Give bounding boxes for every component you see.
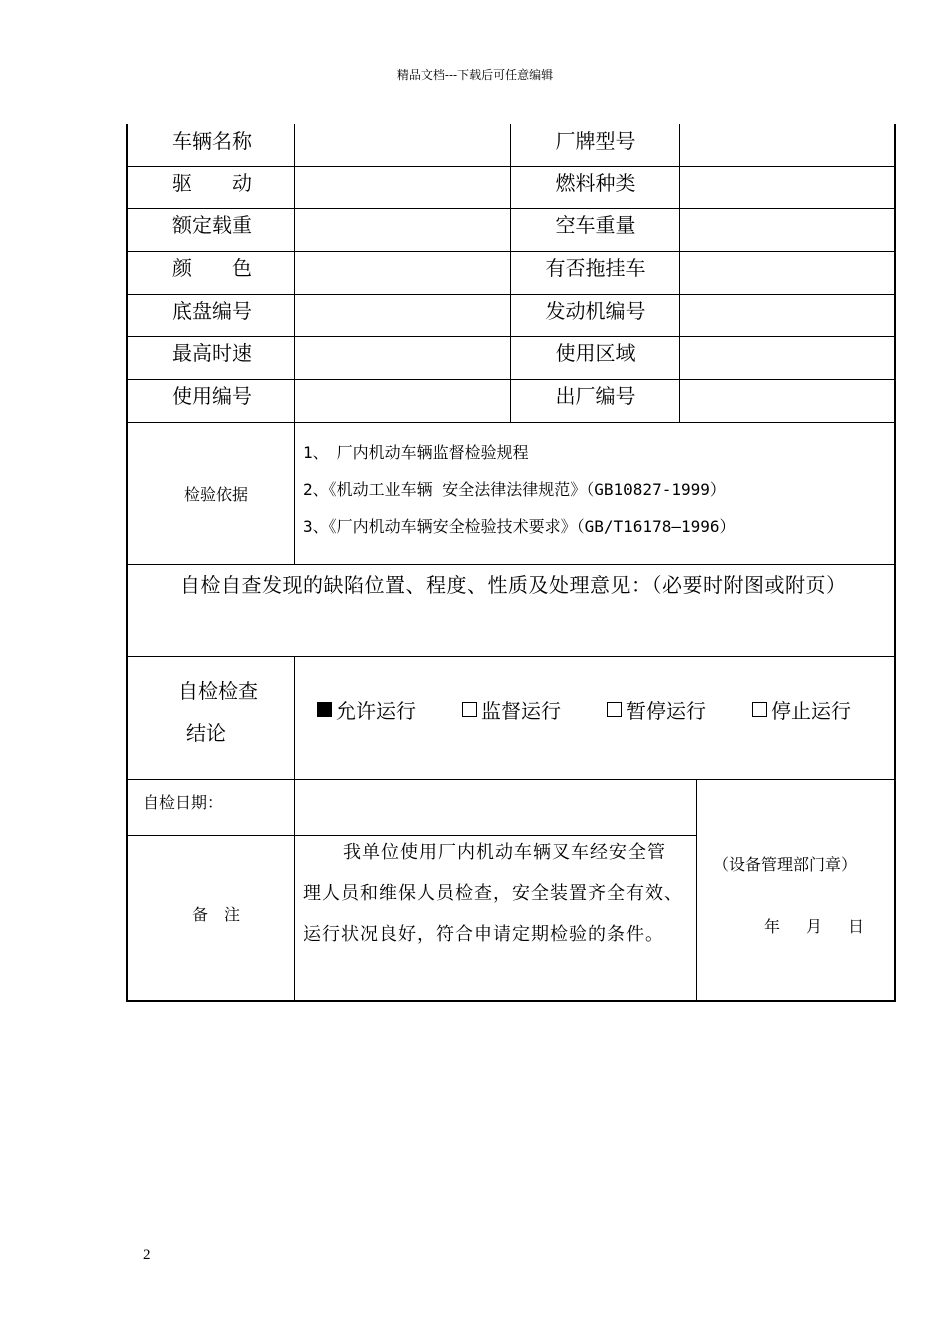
- option-supervised-operation[interactable]: [462, 695, 561, 724]
- field-label: 驱 动: [172, 170, 252, 195]
- field-label: 使用编号: [172, 383, 252, 408]
- field-value[interactable]: [680, 208, 894, 251]
- stamp-month: 月: [805, 916, 822, 936]
- basis-item: 2、《机动工业车辆 安全法律法律规范》（GB10827-1999）: [303, 480, 726, 499]
- self-check-date-label: 自检日期：: [142, 792, 223, 812]
- remarks-text: 我单位使用厂内机动车辆叉车经安全管理人员和维保人员检查，安全装置齐全有效、运行状况良好，符合申请定期检验的条件。: [303, 842, 683, 945]
- field-value[interactable]: [295, 379, 511, 422]
- field-value[interactable]: [680, 251, 894, 294]
- option-label: 暂停运行: [626, 699, 706, 723]
- basis-label: 检验依据: [183, 484, 248, 504]
- field-value[interactable]: [295, 336, 511, 379]
- field-label: 出厂编号: [555, 383, 636, 408]
- field-value[interactable]: [295, 251, 511, 294]
- option-label: 允许运行: [336, 699, 416, 723]
- field-value[interactable]: [295, 124, 511, 166]
- checkbox-icon[interactable]: [752, 702, 767, 717]
- defects-field[interactable]: 自检自查发现的缺陷位置、程度、性质及处理意见：（必要时附图或附页）: [180, 573, 847, 597]
- checkbox-icon[interactable]: [607, 702, 622, 717]
- field-label: 使用区域: [555, 340, 636, 365]
- page-number: 2: [143, 1247, 151, 1263]
- field-label: 有否拖挂车: [545, 255, 646, 280]
- field-label: 额定载重: [172, 212, 252, 237]
- option-label: 停止运行: [771, 699, 851, 723]
- border-right: [894, 124, 896, 1002]
- basis-item: 1、 厂内机动车辆监督检验规程: [303, 443, 529, 462]
- option-stop-operation[interactable]: [752, 695, 851, 724]
- checkbox-icon[interactable]: [462, 702, 477, 717]
- field-value[interactable]: [680, 166, 894, 208]
- field-value[interactable]: [295, 208, 511, 251]
- option-allow-operation[interactable]: [317, 695, 416, 724]
- field-label: 颜 色: [172, 255, 252, 280]
- checkbox-checked-icon[interactable]: [317, 702, 332, 717]
- field-value[interactable]: [680, 336, 894, 379]
- field-label: 空车重量: [555, 212, 636, 237]
- stamp-year: 年: [763, 916, 780, 936]
- remarks-label: 备 注: [191, 905, 240, 924]
- grid-line: [696, 779, 697, 1000]
- field-value[interactable]: [295, 166, 511, 208]
- department-stamp-label: （设备管理部门章）: [712, 854, 857, 874]
- field-label: 发动机编号: [545, 298, 646, 323]
- grid-line: [126, 656, 896, 657]
- field-value[interactable]: [295, 294, 511, 336]
- field-value[interactable]: [680, 294, 894, 336]
- field-label: 车辆名称: [172, 128, 252, 153]
- field-label: 底盘编号: [172, 298, 252, 323]
- field-label: 燃料种类: [555, 170, 636, 195]
- field-label: 厂牌型号: [555, 128, 636, 153]
- conclusion-label-line2: 结论: [186, 720, 226, 745]
- border-bottom: [126, 1000, 896, 1002]
- basis-item: 3、《厂内机动车辆安全检验技术要求》（GB/T16178—1996）: [303, 517, 736, 536]
- field-value[interactable]: [680, 124, 894, 166]
- option-suspend-operation[interactable]: [607, 695, 706, 724]
- conclusion-label-line1: 自检检查: [178, 678, 258, 703]
- field-value[interactable]: [680, 379, 894, 422]
- page-header: 精品文档---下载后可任意编辑: [396, 68, 554, 82]
- stamp-day: 日: [847, 916, 864, 936]
- field-label: 最高时速: [172, 340, 252, 365]
- option-label: 监督运行: [481, 699, 561, 723]
- self-check-date-field[interactable]: [295, 780, 695, 835]
